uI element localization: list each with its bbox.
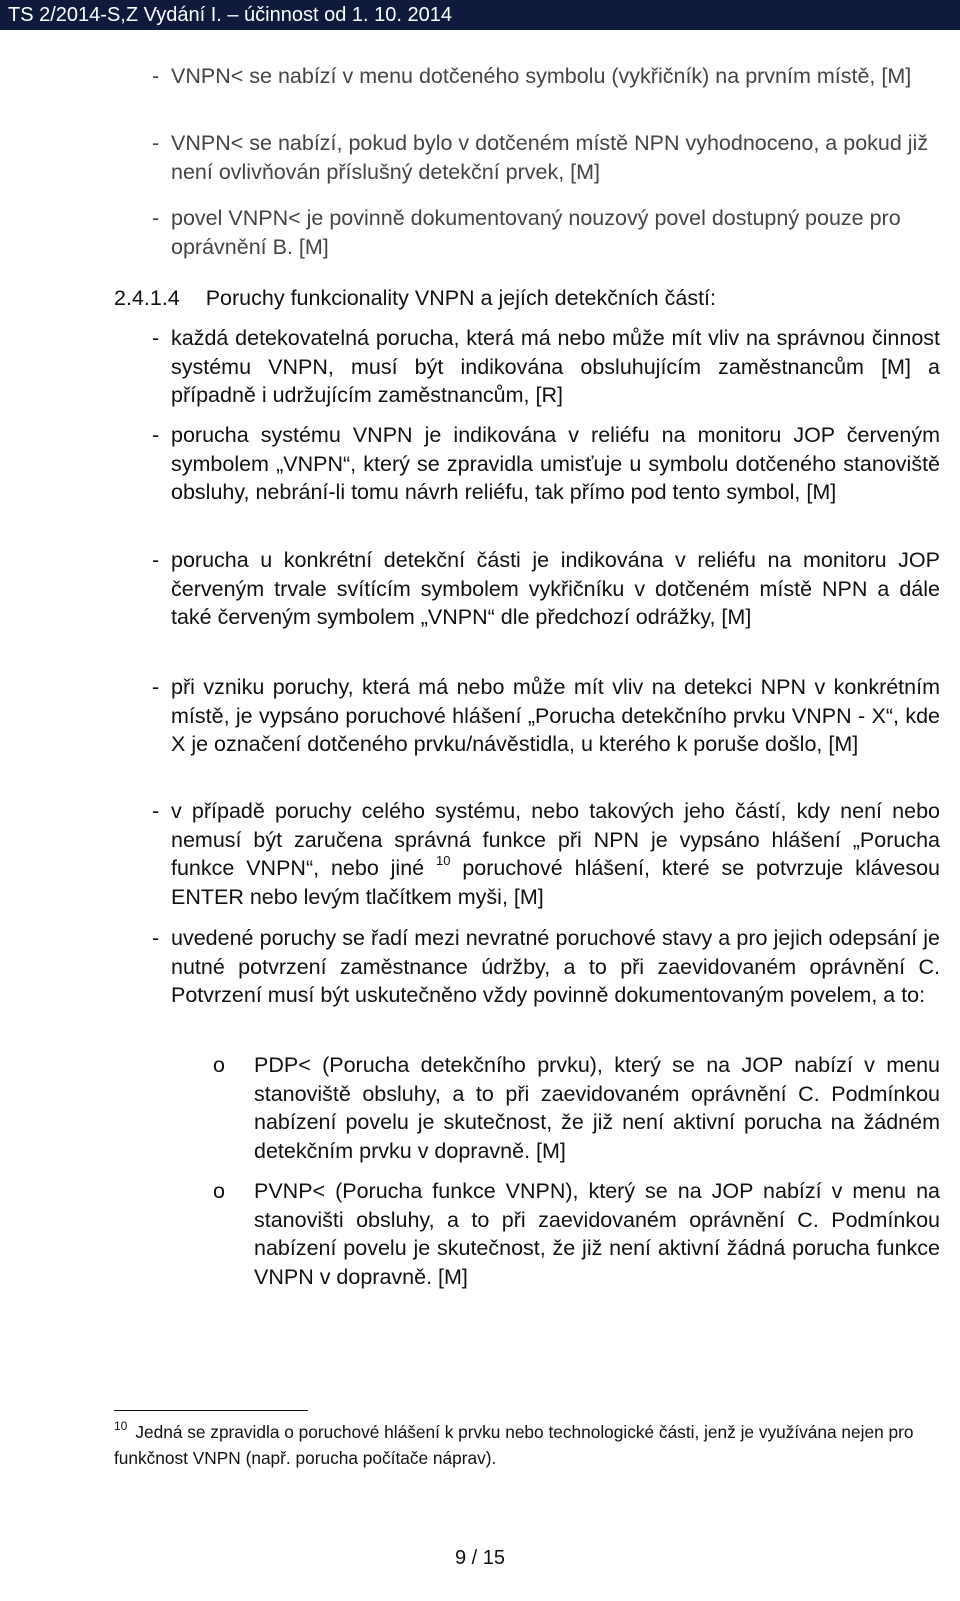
dash-marker: - [152,131,160,155]
list-item-text: uvedené poruchy se řadí mezi nevratné poruchové stavy a pro jejich odepsání je nutné potvrzení zaměstnance údržby, a to při zaevidovaném oprávnění C. Potvrzení musí být uskutečněno vždy povinně dokumentovaným povelem, a to: [171,926,940,1007]
section-number: 2.4.1.4 [114,286,180,310]
dash-marker: - [152,926,160,950]
dash-marker: - [152,64,160,88]
page-number: 9 / 15 [454,1547,506,1569]
list-item-text: porucha u konkrétní detekční části je indikována v reliéfu na monitoru JOP červeným trvale svítícím symbolem vykřičníku v dotčeném místě NPN a dále také červeným symbolem „VNPN“ dle předchozí odrážky, [M] [171,548,940,629]
list-item-text-part: poruchové hlášení, které se potvrzuje klávesou ENTER nebo levým tlačítkem myši, [M] [171,856,940,909]
list-item-text-part: v případě poruchy celého systému, nebo takových jeho částí, kdy není nebo nemusí být zaručena správná funkce při NPN je vypsáno hlášení „Porucha funkce VNPN“, nebo jiné [171,799,940,880]
list-item-text [171,797,940,911]
dash-marker: - [152,423,160,447]
document-header-bar [0,0,960,30]
footnote-divider [114,1410,308,1411]
list-item-text: povel VNPN< je povinně dokumentovaný nouzový povel dostupný pouze pro oprávnění B. [M] [171,206,901,259]
footnote-text: Jedná se zpravidla o poruchové hlášení k prvku nebo technologické části, jenž je využívána nejen pro funkčnost VNPN (např. porucha počítače náprav). [114,1422,914,1468]
section-heading [114,284,716,313]
list-item-text: při vzniku poruchy, která má nebo může mít vliv na detekci NPN v konkrétním místě, je vypsáno poruchové hlášení „Porucha detekčního prvku VNPN - X“, kde X je označení dotčeného prvku/návěstidla, u kterého k poruše došlo, [M] [171,675,940,756]
footnote [114,1420,940,1470]
list-item-text: VNPN< se nabízí v menu dotčeného symbolu (vykřičník) na prvním místě, [M] [171,64,912,88]
dash-marker: - [152,675,160,699]
list-item-text: VNPN< se nabízí, pokud bylo v dotčeném místě NPN vyhodnoceno, a pokud již není ovlivňován příslušný detekční prvek, [M] [171,131,929,184]
dash-marker: - [152,799,160,823]
dash-marker: - [152,326,160,350]
bullet-marker: o [213,1179,225,1203]
bullet-marker: o [213,1053,225,1077]
sub-list-item-text: PVNP< (Porucha funkce VNPN), který se na JOP nabízí v menu na stanovišti obsluhy, a to při zaevidovaném oprávnění C. Podmínkou nabízení povelu je skutečnost, že již není aktivní žádná porucha funkce VNPN v dopravně. [M] [254,1179,940,1289]
dash-marker: - [152,548,160,572]
sub-list-item-text: PDP< (Porucha detekčního prvku), který se na JOP nabízí v menu stanoviště obsluhy, a to při zaevidovaném oprávnění C. Podmínkou nabízení povelu je skutečnost, že již není aktivní porucha na žádném detekčním prvku v dopravně. [M] [254,1053,940,1163]
dash-marker: - [152,206,160,230]
footnote-number: 10 [114,1419,128,1433]
document-header-title: TS 2/2014-S,Z Vydání I. – účinnost od 1. 10. 2014 [8,4,452,26]
list-item-text: porucha systému VNPN je indikována v reliéfu na monitoru JOP červeným symbolem „VNPN“, který se zpravidla umisťuje u symbolu dotčeného stanoviště obsluhy, nebrání-li tomu návrh reliéfu, tak přímo pod tento symbol, [M] [171,423,940,504]
section-title: Poruchy funkcionality VNPN a jejích detekčních částí: [205,286,716,310]
list-item-text: každá detekovatelná porucha, která má nebo může mít vliv na správnou činnost systému VNPN, musí být indikována obsluhujícím zaměstnancům [M] a případně i udržujícím zaměstnancům, [R] [171,326,940,407]
footnote-reference: 10 [436,852,451,868]
